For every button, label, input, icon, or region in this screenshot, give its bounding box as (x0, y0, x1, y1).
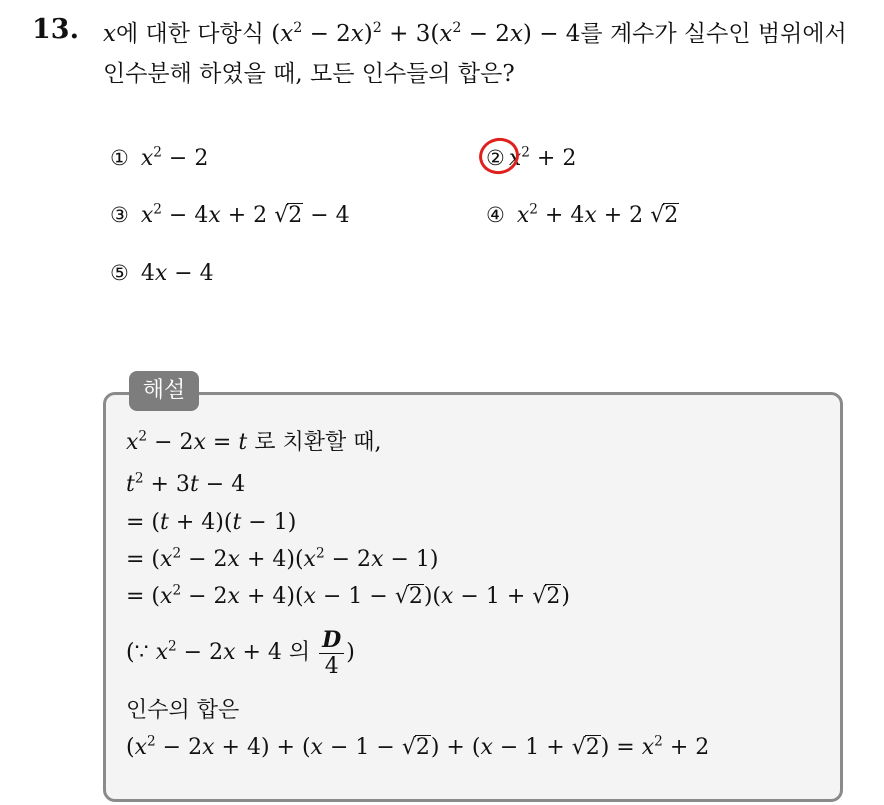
sol-seg: + 4)( (239, 547, 304, 572)
q-seg: ) − 4를 계수가 실수인 범위에서 (522, 21, 847, 47)
fraction-denominator: 4 (324, 653, 339, 679)
solution-line-5 (126, 582, 570, 612)
sol-seg: − 2 (181, 584, 228, 609)
sol-seg: + 3 (143, 472, 190, 497)
sqrt-radicand: 2 (415, 735, 430, 760)
sol-sup: 2 (147, 733, 156, 750)
q-line2: 인수분해 하였을 때, 모든 인수들의 합은? (103, 61, 515, 87)
opt-seg: − 2 (161, 146, 209, 171)
opt-seg: x (508, 146, 522, 171)
sol-seg: 로 치환할 때, (247, 430, 382, 455)
sqrt-radicand: 2 (664, 203, 679, 228)
sol-seg: (∵ (126, 640, 156, 665)
solution-line-7: 인수의 합은 (126, 698, 240, 723)
sol-seg: − 1 − (322, 735, 402, 760)
sol-seg: − 1 − (315, 584, 395, 609)
sqrt-radicand: 2 (585, 735, 600, 760)
opt-seg: + 4 (537, 203, 585, 228)
solution-line-2 (126, 470, 245, 500)
sqrt-symbol: √2 (650, 203, 679, 228)
solution-line-6 (126, 623, 355, 683)
sol-seg: − 1) (383, 547, 439, 572)
opt-seg: x (140, 203, 154, 228)
question-text (103, 14, 873, 94)
solution-line-3 (126, 508, 296, 538)
opt-seg: x (584, 203, 597, 228)
sol-seg: x (155, 640, 168, 665)
sol-seg: )( (423, 584, 442, 609)
sol-sup: 2 (172, 545, 182, 562)
sol-seg: − 2 (181, 547, 228, 572)
opt-seg: + 2 (596, 203, 651, 228)
sol-seg: = ( (126, 584, 161, 609)
option-5[interactable] (110, 258, 214, 289)
q-seg: x (350, 21, 364, 47)
sqrt-symbol: √2 (571, 735, 600, 760)
sol-seg: x (126, 430, 139, 455)
sol-seg: + 4) + ( (214, 735, 311, 760)
sol-seg: ) + ( (430, 735, 481, 760)
fraction-numerator: D (319, 627, 344, 654)
fraction (319, 627, 344, 680)
option-4-number: ④ (486, 203, 505, 227)
q-var: x (103, 21, 116, 47)
sol-seg: t (160, 510, 169, 535)
sqrt-radicand: 2 (288, 203, 303, 228)
q-sup: 2 (452, 20, 462, 37)
sol-seg: t (126, 472, 135, 497)
sol-seg: − 1) (241, 510, 297, 535)
sol-seg: x (641, 735, 655, 760)
sol-seg: t (189, 472, 199, 497)
option-3-number: ③ (110, 203, 129, 227)
sol-sup: 2 (168, 638, 177, 655)
sol-seg: + 4 의 (235, 640, 318, 665)
option-5-number: ⑤ (110, 261, 129, 285)
opt-seg: + 2 (220, 203, 275, 228)
sol-seg: x (193, 430, 206, 455)
sol-seg: = ( (126, 510, 161, 535)
sqrt-symbol: √2 (401, 735, 430, 760)
sol-seg: − 1 + (453, 584, 533, 609)
opt-sup: 2 (521, 144, 530, 161)
sqrt-symbol: √2 (274, 203, 303, 228)
opt-seg: + 2 (529, 146, 577, 171)
option-2-number: ② (486, 146, 505, 170)
sol-seg: x (227, 547, 240, 572)
q-sup: 2 (372, 20, 382, 37)
sol-seg: − 2 (324, 547, 372, 572)
sol-seg: − 2 (147, 430, 194, 455)
solution-line-4 (126, 545, 438, 575)
sqrt-symbol: √2 (394, 584, 423, 609)
sol-seg: x (160, 547, 173, 572)
sol-sup: 2 (172, 582, 182, 599)
sol-sup: 2 (315, 545, 325, 562)
q-seg: 에 대한 다항식 ( (115, 21, 281, 47)
opt-seg: x (516, 203, 530, 228)
q-seg: + 3( (381, 21, 440, 47)
opt-seg: − 4 (167, 261, 214, 286)
opt-seg: x (140, 146, 154, 171)
sol-sup: 2 (134, 470, 144, 487)
q-seg: x (509, 21, 523, 47)
sol-seg: + 2 (662, 735, 710, 760)
sol-seg: − 4 (198, 472, 246, 497)
sol-seg: x (371, 547, 384, 572)
sol-seg: ( (126, 735, 135, 760)
sol-seg: x (303, 584, 316, 609)
opt-seg: − 4 (303, 203, 350, 228)
sol-seg: − 2 (155, 735, 203, 760)
sqrt-symbol: √2 (532, 584, 561, 609)
sol-seg: x (303, 547, 316, 572)
q-seg: − 2 (302, 21, 351, 47)
sol-seg: x (227, 584, 240, 609)
sol-seg: ) (346, 640, 355, 665)
sol-seg: x (160, 584, 173, 609)
opt-sup: 2 (153, 144, 162, 161)
solution-line-8 (126, 733, 709, 763)
sol-seg: t (232, 510, 242, 535)
sol-seg: ) (561, 584, 570, 609)
sol-sup: 2 (138, 428, 148, 445)
q-seg: − 2 (461, 21, 510, 47)
sol-seg: − 2 (176, 640, 224, 665)
sol-seg: t (238, 430, 248, 455)
q-sup: 2 (293, 20, 303, 37)
sqrt-radicand: 2 (408, 584, 423, 609)
question-number: 13. (32, 14, 79, 45)
opt-seg: − 4 (161, 203, 209, 228)
solution-line-1 (126, 428, 381, 458)
option-4[interactable] (486, 200, 679, 231)
opt-seg: 4 (140, 261, 155, 286)
solution-tag: 해설 (129, 371, 199, 411)
opt-sup: 2 (153, 201, 162, 218)
sol-seg: x (134, 735, 148, 760)
sol-seg: ) = (600, 735, 642, 760)
sol-seg: x (441, 584, 454, 609)
sol-seg: = ( (126, 547, 161, 572)
q-seg: x (439, 21, 453, 47)
sol-seg: − 1 + (492, 735, 572, 760)
sol-seg: x (480, 735, 493, 760)
sol-sup: 2 (654, 733, 663, 750)
sol-seg: x (310, 735, 323, 760)
q-seg: ) (363, 21, 373, 47)
sol-seg: = (205, 430, 239, 455)
sol-seg: + 4)( (168, 510, 233, 535)
q-seg: x (280, 21, 294, 47)
opt-sup: 2 (529, 201, 538, 218)
sol-seg: x (223, 640, 236, 665)
sol-seg: + 4)( (239, 584, 304, 609)
sqrt-radicand: 2 (546, 584, 561, 609)
option-1-number: ① (110, 146, 129, 170)
option-1[interactable] (110, 143, 208, 174)
option-3[interactable] (110, 200, 350, 231)
opt-seg: x (154, 261, 168, 286)
opt-seg: x (208, 203, 221, 228)
sol-seg: x (202, 735, 215, 760)
